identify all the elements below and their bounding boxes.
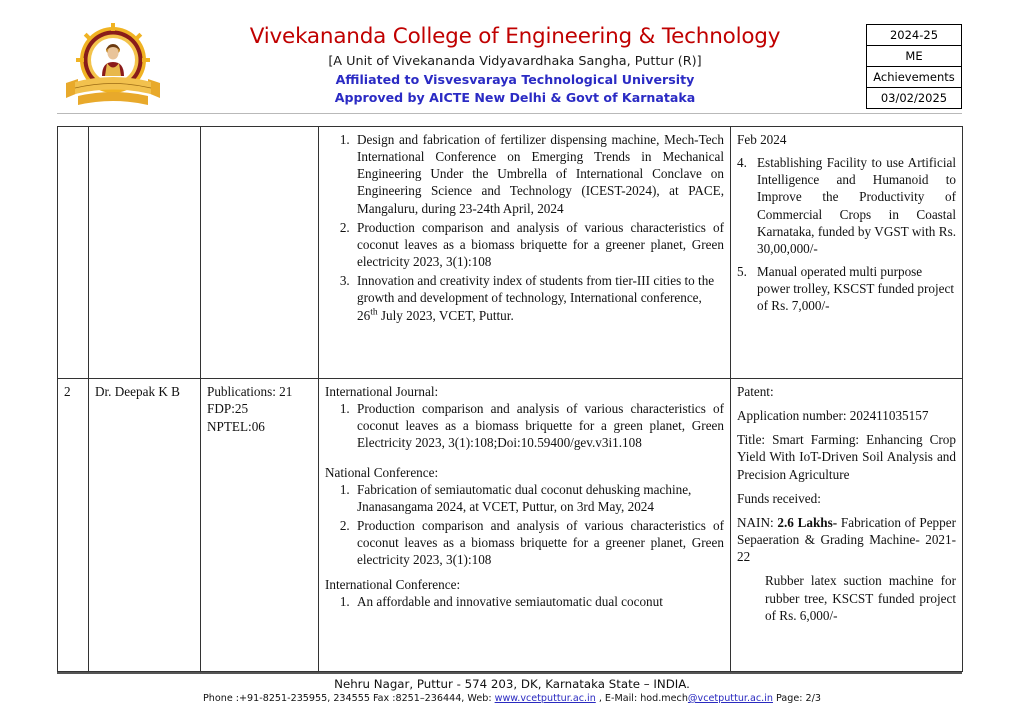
cell-faculty-name	[89, 379, 201, 672]
info-department: ME	[867, 46, 961, 67]
document-info-box	[866, 24, 962, 109]
footer-address: Nehru Nagar, Puttur - 574 203, DK, Karnataka State – INDIA.	[334, 677, 690, 691]
table-row	[58, 127, 963, 379]
right-lead-date: Feb 2024	[737, 132, 787, 147]
list-item	[353, 272, 724, 323]
college-crest-logo-icon	[62, 20, 164, 112]
cell-right-content	[731, 379, 963, 672]
cell-faculty-name	[89, 127, 201, 379]
list-item: 1. Design and fabrication of fertilizer dispensing machine, Mech-Tech International Conference on Emerging Trends in Mechanical Engineering Under the Umbrella of International Conclave on Engineering Science and Technology (ICEST-2024), at PACE, Mangaluru, during 23-24th April, 2024	[353, 131, 724, 217]
college-unit-line: [A Unit of Vivekananda Vidyavardhaka Sangha, Puttur (R)]	[328, 53, 702, 69]
nain-prefix: NAIN:	[737, 514, 778, 530]
section-heading-international-conference: International Conference:	[325, 576, 461, 592]
website-link[interactable]: www.vcetputtur.ac.in	[494, 693, 596, 704]
right-item-text: Manual operated multi purpose power trolley, KSCST funded project of Rs. 7,000/-	[757, 264, 955, 314]
list-item: 1. An affordable and innovative semiautomatic dual coconut	[353, 593, 724, 610]
list-item-text-b: July 2023, VCET, Puttur.	[377, 307, 514, 323]
funds-received-heading: Funds received:	[737, 490, 821, 506]
international-conference-list	[325, 593, 724, 610]
stat-publications: Publications: 21	[207, 384, 293, 399]
cell-sl-no	[58, 127, 89, 379]
footer-contact-prefix: Phone :+91-8251-235955, 234555 Fax :8251–236444, Web:	[203, 693, 495, 704]
cell-main-content	[319, 379, 731, 672]
faculty-name-text: Dr. Deepak K B	[95, 384, 180, 399]
list-item-text-a: Innovation and creativity index of students from tier-III cities to the growth and development of technology, International conference, 26	[357, 273, 715, 323]
right-list-item	[737, 154, 956, 257]
section-heading-international-journal: International Journal:	[325, 384, 439, 399]
header-text-block	[180, 25, 850, 105]
national-conference-list	[325, 481, 724, 569]
stat-nptel: NPTEL:06	[207, 418, 265, 434]
right-item-text: Establishing Facility to use Artificial Intelligence and Humanoid to Improve the Productivity of Commercial Crops in Coastal Karnataka, funded by VGST with Rs. 30,00,000/-	[757, 155, 956, 256]
right-item-number: 4.	[737, 155, 747, 171]
spacer	[325, 454, 724, 464]
page-footer	[0, 672, 1024, 704]
cell-stats	[201, 379, 319, 672]
footer-email-label: , E-Mail: hod.mech	[595, 693, 688, 704]
college-name: Vivekananda College of Engineering & Technology	[249, 24, 781, 49]
list-item: 1. Production comparison and analysis of various characteristics of coconut leaves as a biomass briquette for a green planet, Green Electricity 2023, 3(1):108;Doi:10.59400/gev.v3i1.108	[353, 400, 724, 451]
nain-amount: 2.6 Lakhs-	[777, 514, 838, 530]
right-list-item	[737, 263, 956, 314]
table-row	[58, 379, 963, 672]
cell-right-content	[731, 127, 963, 379]
list-item: 1. Fabrication of semiautomatic dual coconut dehusking machine, Jnanasangama 2024, at VCET, Puttur, on 3rd May, 2024	[353, 481, 724, 515]
nain-suffix: Fabrication of Pepper Sepaeration & Grading Machine- 2021-22	[737, 514, 956, 565]
info-date: 03/02/2025	[867, 88, 961, 109]
list-item: 2. Production comparison and analysis of various characteristics of coconut leaves as a biomass briquette for a greener planet, Green electricity 2023, 3(1):108	[353, 219, 724, 270]
section-heading-national-conference: National Conference:	[325, 464, 439, 480]
right-item-number: 5.	[737, 264, 747, 280]
footer-contact	[0, 693, 1024, 704]
college-affiliation: Affiliated to Visvesvaraya Technological University	[335, 71, 695, 87]
cell-sl-no: 2	[58, 379, 89, 672]
cell-stats	[201, 127, 319, 379]
patent-application-number: Application number: 202411035157	[737, 408, 929, 424]
list-item: 2. Production comparison and analysis of various characteristics of coconut leaves as a biomass briquette for a greener planet, Green electricity 2023, 3(1):108	[353, 517, 724, 568]
main-list	[325, 131, 724, 324]
rubber-latex-project: Rubber latex suction machine for rubber tree, KSCST funded project of Rs. 6,000/-	[765, 573, 956, 623]
achievements-table	[57, 126, 963, 672]
page-header	[0, 0, 1024, 114]
info-document-type: Achievements	[867, 67, 961, 88]
email-link[interactable]: @vcetputtur.ac.in	[687, 693, 773, 704]
footer-divider	[57, 672, 962, 674]
international-journal-list	[325, 400, 724, 451]
cell-main-content	[319, 127, 731, 379]
footer-page-number: Page: 2/3	[772, 693, 821, 704]
college-approval: Approved by AICTE New Delhi & Govt of Karnataka	[334, 89, 696, 105]
ordinal-suffix: th	[370, 307, 378, 318]
stat-fdp: FDP:25	[207, 401, 249, 417]
header-divider	[57, 113, 962, 114]
patent-title: Title: Smart Farming: Enhancing Crop Yield With IoT-Driven Soil Analysis and Precision Agriculture	[737, 432, 956, 482]
info-academic-year: 2024-25	[867, 25, 961, 46]
nain-funding	[737, 514, 956, 565]
patent-heading: Patent:	[737, 384, 774, 399]
